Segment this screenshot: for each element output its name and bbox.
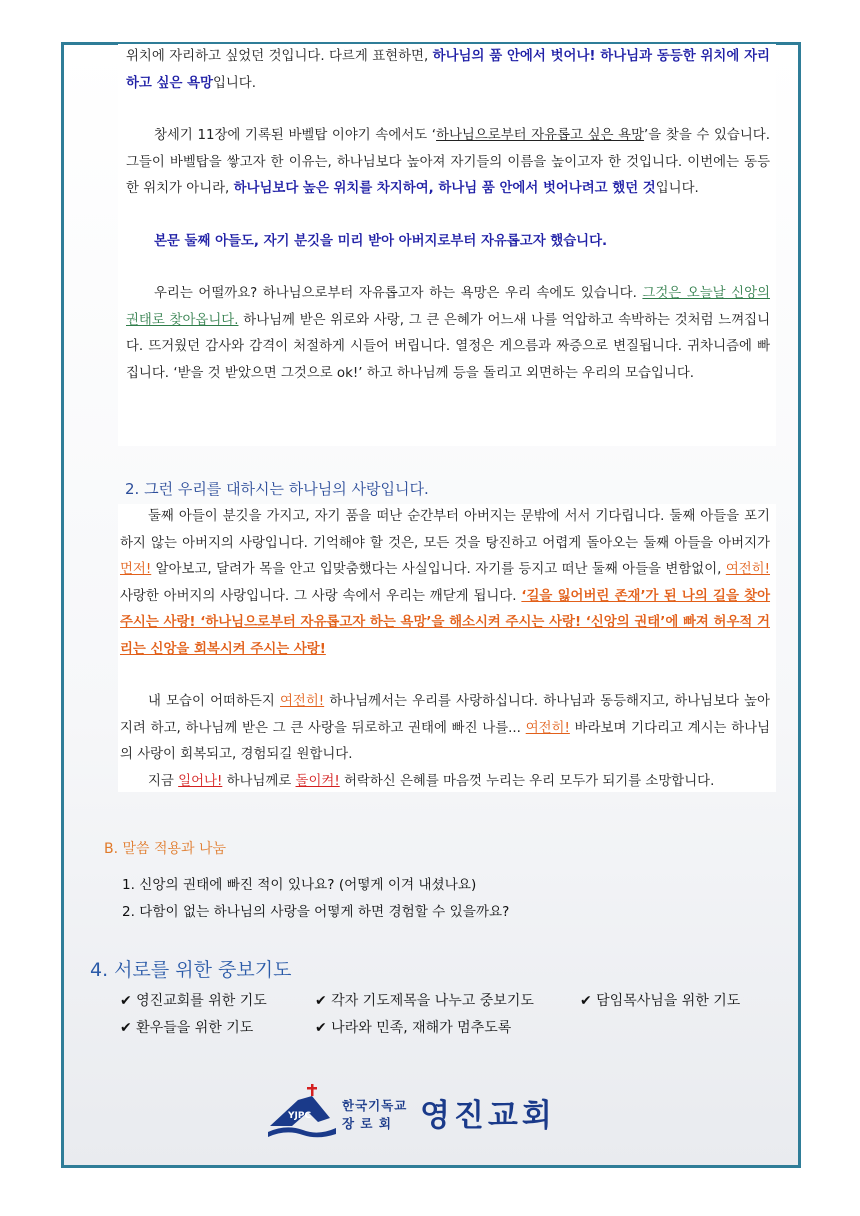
prayer-item: ✔ 영진교회를 위한 기도 (120, 993, 267, 1009)
paragraph (118, 504, 776, 663)
emphasis-text: 하나님의 품 안에서 벗어나! 하나님과 동등한 위치에 자리하고 싶은 욕망 (126, 49, 770, 91)
text: 입니다. (212, 75, 256, 91)
paragraph (118, 769, 776, 796)
text: ’을 찾을 수 있습니다. 그들이 바벨탑을 쌓고자 한 이유는, 하나님보다 높아져 자기들의 이름을 높이고자 한 것입니다. 이번에는 동등한 위치가 아니라, (126, 128, 770, 196)
emphasis-text: 하나님보다 높은 위치를 차지하여, 하나님 품 안에서 벗어나려고 했던 것 (233, 181, 656, 196)
highlight-text: 돌이켜! (295, 773, 340, 789)
text: 우리는 어떨까요? 하나님으로부터 자유롭고자 하는 욕망은 우리 속에도 있습니다. (154, 286, 643, 301)
underlined-text: 하나님으로부터 자유롭고 싶은 욕망 (436, 128, 645, 143)
text: 둘째 아들이 분깃을 가지고, 자기 품을 떠난 순간부터 아버지는 문밖에 서서 기다립니다. 둘째 아들을 포기하지 않는 아버지의 사랑입니다. 기억해야 할 것은, 모든 것을 탕진하고 어렵게 돌아오는 둘째 아들을 아버지가 (120, 509, 770, 551)
prayer-item: ✔ 각자 기도제목을 나누고 중보기도 (315, 993, 534, 1009)
section-heading: 4. 서로를 위한 중보기도 (90, 959, 292, 981)
logo-denomination: 장 로 회 (342, 1116, 392, 1131)
question-2: 2. 다함이 없는 하나님의 사랑을 어떻게 하면 경험할 수 있을까요? (122, 904, 510, 920)
highlight-text: 여전히! (725, 562, 770, 577)
logo-badge-text: YJPC (288, 1111, 312, 1121)
text: 창세기 11장에 기록된 바벨탑 이야기 속에서도 ‘ (154, 128, 437, 143)
prayer-item: ✔ 환우들을 위한 기도 (120, 1020, 254, 1036)
section-heading: B. 말씀 적용과 나눔 (104, 841, 227, 857)
paragraph (118, 281, 776, 387)
paragraph-main-text: 본문 둘째 아들도, 자기 분깃을 미리 받아 아버지로부터 자유롭고자 했습니다. (154, 233, 608, 249)
highlight-text: ‘길을 잃어버린 존재’가 된 나의 길을 찾아 주시는 사랑! ‘하나님으로부터 자유롭고자 하는 욕망’을 해소시켜 주시는 사랑! ‘신앙의 권태’에 빠져 허우적 거리는 신앙을 회복시켜 주시는 사랑! (120, 588, 771, 657)
underlined-text: 그것은 오늘날 신앙의 권태로 찾아옵니다. (126, 286, 770, 328)
sermon-text-block-2 (118, 504, 776, 792)
text: 하나님께서는 우리를 사랑하십니다. 하나님과 동등해지고, 하나님보다 높아지려 하고, 하나님께 받은 그 큰 사랑을 뒤로하고 권태에 빠진 나를... (120, 694, 770, 736)
logo-denomination: 한국기독교 (342, 1098, 408, 1113)
highlight-text: 일어나! (178, 773, 223, 789)
paragraph (118, 123, 776, 203)
highlight-text: 여전히! (525, 720, 570, 736)
text: 내 모습이 어떠하든지 (148, 694, 280, 709)
church-logo (268, 1082, 588, 1142)
question-1: 1. 신앙의 권태에 빠진 적이 있나요? (어떻게 이겨 내셨나요) (122, 877, 477, 893)
logo-church-name: 영진교회 (420, 1098, 556, 1134)
highlight-text: 여전히! (279, 694, 325, 709)
sermon-text-block-1 (118, 44, 776, 446)
text: 알아보고, 달려가 목을 안고 입맞춤했다는 사실입니다. 자기를 등지고 떠난 둘째 아들을 변함없이, (151, 562, 726, 577)
prayer-item: ✔ 나라와 민족, 재해가 멈추도록 (315, 1020, 512, 1036)
paragraph (118, 689, 776, 769)
text: 입니다. (655, 181, 699, 196)
text: 바라보며 기다리고 계시는 하나님의 사랑이 회복되고, 경험되길 원합니다. (120, 720, 770, 762)
church-emblem-icon (268, 1082, 338, 1142)
text: 하나님께 받은 위로와 사랑, 그 큰 은혜가 어느새 나를 억압하고 속박하는 것처럼 느껴집니다. 뜨거웠던 감사와 감격이 처절하게 시들어 버립니다. 열정은 게으름과 짜증으로 변질됩니다. 귀차니즘에 빠집니다. ‘받을 것 받았으면 그것으로 ok!’ 하고 하나님께 등을 돌리고 외면하는 우리의 모습입니다. (126, 312, 770, 381)
section-heading: 2. 그런 우리를 대하시는 하나님의 사랑입니다. (125, 480, 429, 498)
text: 지금 (148, 773, 179, 789)
text: 위치에 자리하고 싶었던 것입니다. 다르게 표현하면, (126, 49, 433, 64)
text: 허락하신 은혜를 마음껏 누리는 우리 모두가 되기를 소망합니다. (339, 773, 715, 789)
highlight-text: 먼저! (120, 562, 152, 577)
prayer-item: ✔ 담임목사님을 위한 기도 (580, 993, 741, 1009)
text: 하나님께로 (222, 773, 296, 789)
text: 사랑한 아버지의 사랑입니다. 그 사랑 속에서 우리는 깨닫게 됩니다. (120, 588, 522, 604)
paragraph (118, 44, 776, 97)
